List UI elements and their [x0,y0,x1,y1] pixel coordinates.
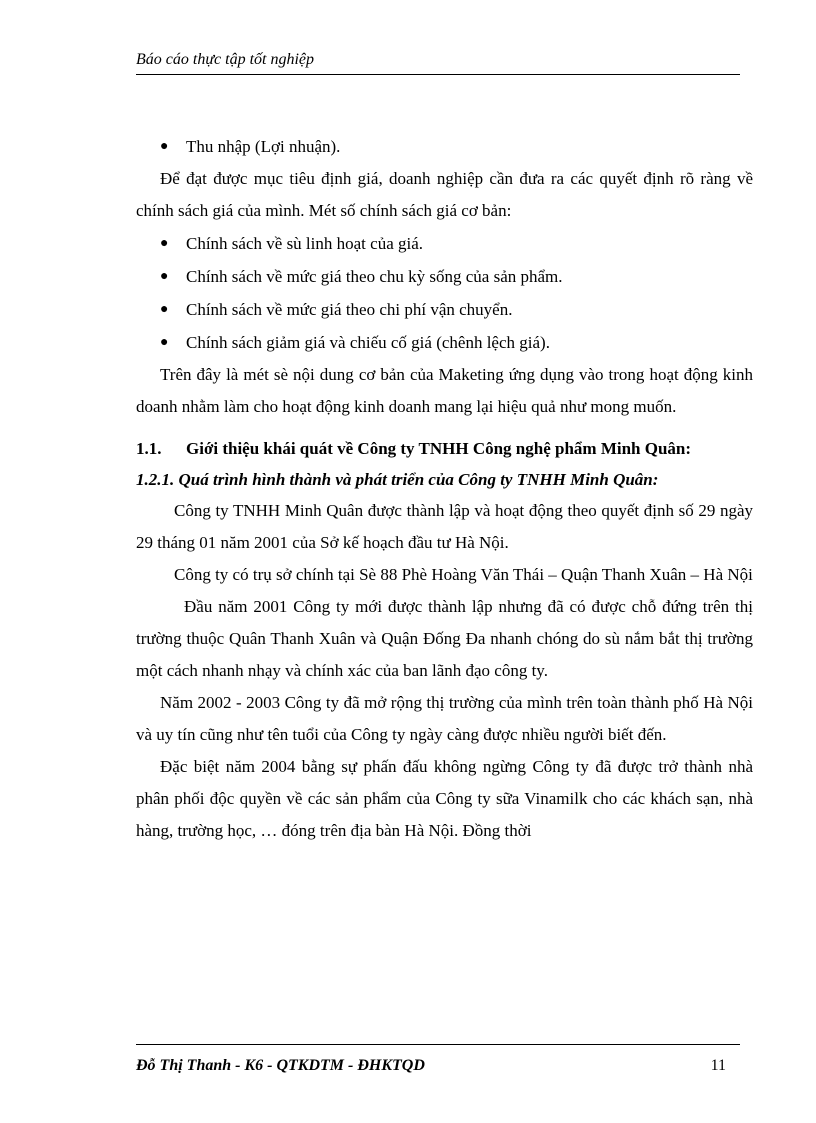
bullet-icon: ● [160,236,169,251]
bullet-text: Thu nhập (Lợi nhuận). [186,137,341,156]
section-heading [136,433,753,465]
page-header [136,50,740,75]
page-number: 11 [710,1057,726,1074]
header-title: Báo cáo thực tập tốt nghiệp [136,51,315,68]
page-footer [136,1044,740,1085]
paragraph-pricing-intro: Để đạt được mục tiêu định giá, doanh nghiệp cần đưa ra các quyết định rõ ràng về chính sách giá của mình. Mét số chính sách giá cơ bản: [136,169,753,220]
bullet-text: Chính sách về sù linh hoạt của giá. [186,234,424,253]
footer-author: Đỗ Thị Thanh - K6 - QTKDTM - ĐHKTQD [136,1057,425,1074]
paragraph-2004: Đặc biệt năm 2004 bằng sự phấn đấu không ngừng Công ty đã được trở thành nhà phân phối độc quyền về các sản phẩm của Công ty sữa Vinamilk cho các khách sạn, nhà hàng, trường học, … đóng trên địa bàn Hà Nội. Đồng thời [136,757,753,840]
paragraph-founding: Công ty TNHH Minh Quân được thành lập và hoạt động theo quyết định số 29 ngày 29 tháng 01 năm 2001 của Sở kế hoạch đầu tư Hà Nội. [136,501,753,552]
paragraph-early-years: Đầu năm 2001 Công ty mới được thành lập nhưng đã có được chỗ đứng trên thị trường thuộc Quân Thanh Xuân và Quận Đống Đa nhanh chóng do sù nắm bắt thị trường một cách nhanh nhạy và chính xác của ban lãnh đạo công ty. [136,597,753,680]
page-content [136,130,753,847]
bullet-item-income [136,130,753,163]
bullet-icon: ● [160,269,169,284]
section-title: Giới thiệu khái quát về Công ty TNHH Công nghệ phẩm Minh Quân: [186,439,692,458]
paragraph-headquarters: Công ty có trụ sở chính tại Sè 88 Phè Hoàng Văn Thái – Quận Thanh Xuân – Hà Nội [174,565,753,584]
bullet-item-policy-3 [136,293,753,326]
bullet-icon: ● [160,139,169,154]
bullet-item-policy-4 [136,326,753,359]
bullet-item-policy-2 [136,260,753,293]
bullet-text: Chính sách giảm giá và chiếu cố giá (chênh lệch giá). [186,333,550,352]
bullet-item-policy-1 [136,227,753,260]
paragraph-marketing-summary: Trên đây là mét sè nội dung cơ bản của Maketing ứng dụng vào trong hoạt động kinh doanh nhằm làm cho hoạt động kinh doanh mang lại hiệu quả như mong muốn. [136,365,753,416]
subsection-heading: 1.2.1. Quá trình hình thành và phát triển của Công ty TNHH Minh Quân: [136,470,659,489]
section-number: 1.1. [136,439,162,458]
bullet-text: Chính sách về mức giá theo chu kỳ sống của sản phẩm. [186,267,563,286]
paragraph-expansion: Năm 2002 - 2003 Công ty đã mở rộng thị trường của mình trên toàn thành phố Hà Nội và uy tín cũng như tên tuổi của Công ty ngày càng được nhiều người biết đến. [136,693,753,744]
bullet-icon: ● [160,335,169,350]
bullet-icon: ● [160,302,169,317]
bullet-text: Chính sách về mức giá theo chi phí vận chuyển. [186,300,513,319]
